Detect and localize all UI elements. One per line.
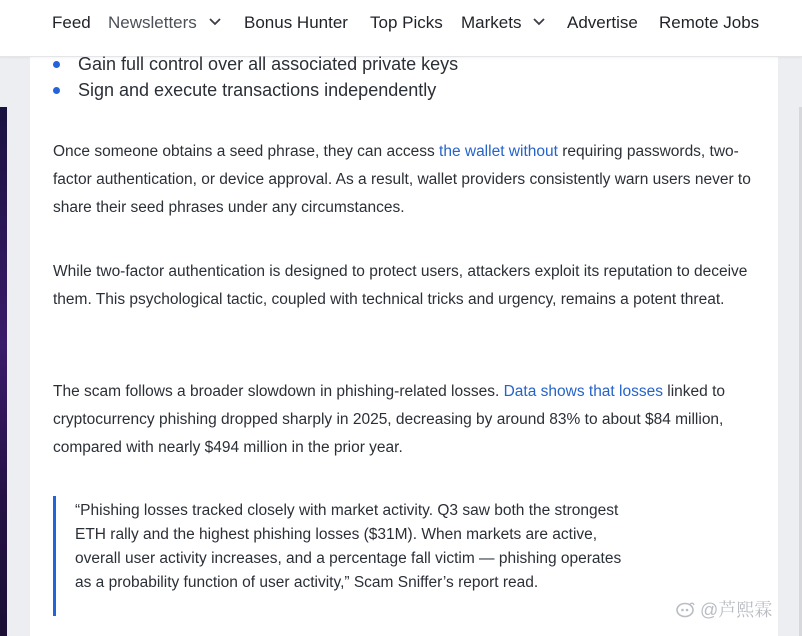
quote-text: “Phishing losses tracked closely with market activity. Q3 saw both the strongest ETH rally and the highest phishing losses ($31M). When markets are active, overall user activity increases, and a percentage fall victim — phishing operates as a probability function of user activity,” Scam Sniffer’s report read. bbox=[75, 502, 622, 591]
list-item bbox=[53, 51, 458, 77]
nav-item-newsletters[interactable] bbox=[108, 12, 221, 34]
chevron-down-icon bbox=[533, 18, 545, 26]
nav-item-label: Top Picks bbox=[370, 13, 443, 32]
paragraph-text: While two-factor authentication is designed to protect users, attackers exploit its reputation to deceive them. This psychological tactic, coupled with technical tricks and urgency, remains a potent threat. bbox=[53, 263, 748, 308]
paragraph-text: requiring passwords, two-factor authentication, or device approval. As a result, wallet providers consistently warn users never to share their seed phrases under any circumstances. bbox=[53, 143, 751, 216]
nav-item-label: Bonus Hunter bbox=[244, 13, 348, 32]
nav-item-feed[interactable] bbox=[52, 12, 91, 34]
inline-link[interactable]: the wallet without bbox=[439, 143, 558, 160]
nav-item-label: Newsletters bbox=[108, 13, 197, 32]
nav-item-label: Markets bbox=[461, 13, 522, 32]
list-item bbox=[53, 77, 458, 103]
article-paragraph bbox=[53, 138, 758, 222]
blockquote bbox=[53, 496, 623, 616]
paragraph-text: The scam follows a broader slowdown in phishing-related losses. bbox=[53, 383, 504, 400]
paragraph-text: linked to cryptocurrency phishing dropped sharply in 2025, decreasing by around 83% to about $84 million, compared with nearly $494 million in the prior year. bbox=[53, 383, 726, 456]
watermark-text: @芦熙霖 bbox=[700, 600, 773, 620]
list-item-text: Sign and execute transactions independently bbox=[78, 80, 437, 100]
paragraph-text: Once someone obtains a seed phrase, they can access bbox=[53, 143, 440, 160]
nav-item-markets[interactable] bbox=[461, 12, 545, 34]
article-paragraph bbox=[53, 378, 758, 462]
watermark bbox=[676, 596, 772, 622]
nav-item-advertise[interactable] bbox=[567, 12, 638, 34]
chevron-down-icon bbox=[209, 18, 221, 26]
platform-logo-icon bbox=[676, 600, 696, 618]
nav-item-label: Remote Jobs bbox=[659, 13, 760, 32]
inline-link[interactable]: Data shows that losses bbox=[503, 383, 663, 400]
top-navbar bbox=[0, 0, 802, 57]
nav-item-bonus-hunter[interactable] bbox=[244, 12, 348, 34]
list-item-text: Gain full control over all associated private keys bbox=[78, 54, 459, 74]
nav-item-remote-jobs[interactable] bbox=[659, 12, 759, 34]
nav-item-top-picks[interactable] bbox=[370, 12, 443, 34]
nav-item-label: Advertise bbox=[567, 13, 638, 32]
background-image-left bbox=[0, 107, 7, 636]
bullet-dot-icon bbox=[53, 87, 60, 94]
article-paragraph bbox=[53, 258, 758, 314]
bullet-list bbox=[53, 51, 458, 103]
nav-item-label: Feed bbox=[52, 13, 91, 32]
bullet-dot-icon bbox=[53, 61, 60, 68]
